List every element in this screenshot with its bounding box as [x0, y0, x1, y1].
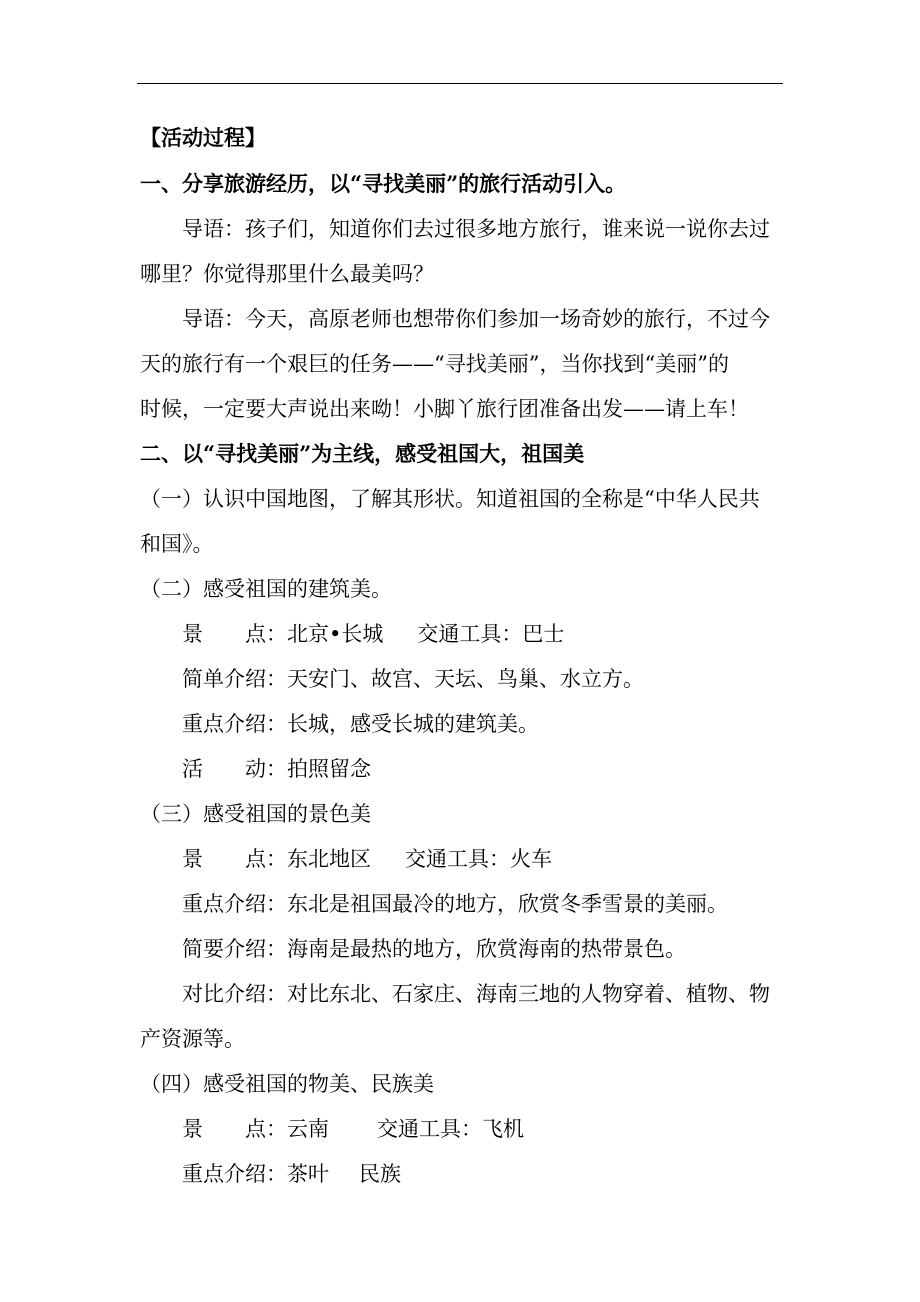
subsection-3-key-intro: 重点介绍：东北是祖国最冷的地方，欣赏冬季雪景的美丽。	[182, 892, 728, 916]
transport-value: 巴士	[522, 622, 565, 646]
transport-value: 飞机	[482, 1117, 524, 1141]
intro-paragraph-2-line-2: 天的旅行有一个艰巨的任务——“寻找美丽”，当你找到“美丽”的	[140, 352, 729, 376]
spot-label: 景 点：	[182, 847, 287, 871]
part2-heading: 二、以“寻找美丽”为主线，感受祖国大，祖国美	[140, 441, 585, 466]
spot-label: 景 点：	[182, 622, 287, 646]
subsection-3-compare-line-2: 产资源等。	[140, 1027, 245, 1051]
subsection-3-spot-row	[182, 845, 552, 873]
part1-heading: 一、分享旅游经历，以“寻找美丽”的旅行活动引入。	[140, 171, 627, 196]
spot-label: 景 点：	[182, 1117, 287, 1141]
key-label: 重点介绍：	[182, 1162, 287, 1186]
intro-paragraph-1-line-2: 哪里？你觉得那里什么最美吗？	[140, 262, 434, 286]
subsection-4-key-intro	[182, 1160, 401, 1188]
spot-value: 东北地区	[287, 847, 371, 871]
key-item-ethnic: 民族	[359, 1162, 401, 1186]
intro-paragraph-2-line-3: 时候，一定要大声说出来呦！小脚丫旅行团准备出发——请上车！	[140, 397, 749, 421]
transport-label: 交通工具：	[405, 847, 510, 871]
subsection-3-compare-line-1: 对比介绍：对比东北、石家庄、海南三地的人物穿着、植物、物	[182, 982, 770, 1006]
key-item-tea: 茶叶	[287, 1162, 329, 1186]
transport-value: 火车	[510, 847, 552, 871]
subsection-4-spot-row	[182, 1115, 524, 1143]
transport-label: 交通工具：	[377, 1117, 482, 1141]
intro-paragraph-1-line-1: 导语：孩子们，知道你们去过很多地方旅行，谁来说一说你去过	[182, 217, 770, 241]
section-title: 【活动过程】	[140, 125, 266, 150]
subsection-2-activity: 活 动：拍照留念	[182, 757, 371, 781]
transport-label: 交通工具：	[417, 622, 523, 646]
header-rule	[137, 83, 783, 84]
subsection-2-simple-intro: 简单介绍：天安门、故宫、天坛、鸟巢、水立方。	[182, 667, 644, 691]
subsection-3-title: （三）感受祖国的景色美	[140, 802, 371, 826]
intro-paragraph-2-line-1: 导语：今天，高原老师也想带你们参加一场奇妙的旅行，不过今	[182, 307, 770, 331]
subsection-3-brief-intro: 简要介绍：海南是最热的地方，欣赏海南的热带景色。	[182, 937, 686, 961]
subsection-2-key-intro: 重点介绍：长城，感受长城的建筑美。	[182, 712, 539, 736]
spot-value: 云南	[287, 1117, 329, 1141]
subsection-4-title: （四）感受祖国的物美、民族美	[140, 1072, 434, 1096]
subsection-1-line-2: 和国》。	[140, 532, 214, 556]
spot-value: 北京•长城	[287, 622, 384, 646]
subsection-2-spot-row	[182, 620, 564, 648]
subsection-1-line-1: （一）认识中国地图，了解其形状。知道祖国的全称是“中华人民共	[140, 487, 760, 511]
subsection-2-title: （二）感受祖国的建筑美。	[140, 577, 392, 601]
